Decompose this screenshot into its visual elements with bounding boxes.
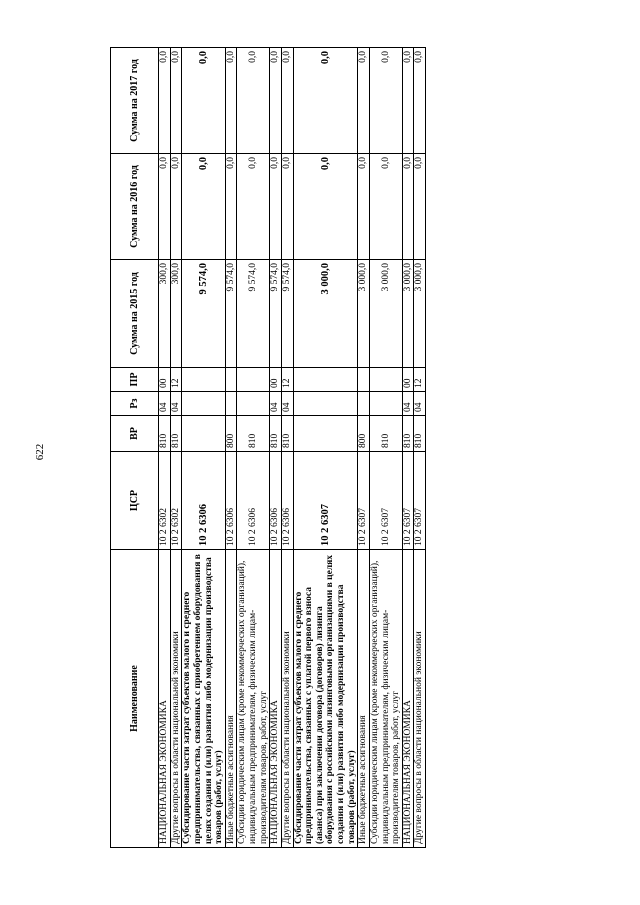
cell-sum-2016: 0,0: [293, 154, 358, 260]
cell-pr: [369, 368, 402, 392]
cell-pr: [237, 368, 270, 392]
cell-sum-2017: 0,0: [170, 48, 182, 154]
cell-csr: 10 2 6307: [402, 452, 414, 550]
cell-pr: 00: [270, 368, 282, 392]
table-row: [159, 48, 171, 848]
cell-name: НАЦИОНАЛЬНАЯ ЭКОНОМИКА: [270, 550, 282, 848]
cell-name: Иные бюджетные ассигнования: [358, 550, 370, 848]
cell-csr: 10 2 6302: [170, 452, 182, 550]
table-row: [270, 48, 282, 848]
cell-name: Другие вопросы в области национальной экономики: [414, 550, 426, 848]
cell-rz: 04: [402, 392, 414, 416]
cell-rz: 04: [281, 392, 293, 416]
cell-sum-2016: 0,0: [182, 154, 226, 260]
header-sum-2016: Сумма на 2016 год: [111, 154, 159, 260]
cell-pr: 12: [414, 368, 426, 392]
cell-sum-2017: 0,0: [182, 48, 226, 154]
cell-sum-2016: 0,0: [281, 154, 293, 260]
cell-sum-2015: 9 574,0: [281, 260, 293, 368]
cell-vr: [182, 416, 226, 452]
table-row: [293, 48, 358, 848]
table-row: [402, 48, 414, 848]
cell-sum-2015: 3 000,0: [369, 260, 402, 368]
cell-rz: [225, 392, 237, 416]
cell-sum-2016: 0,0: [225, 154, 237, 260]
cell-sum-2016: 0,0: [159, 154, 171, 260]
cell-vr: [293, 416, 358, 452]
cell-csr: 10 2 6306: [270, 452, 282, 550]
cell-csr: 10 2 6307: [358, 452, 370, 550]
cell-sum-2017: 0,0: [159, 48, 171, 154]
cell-sum-2017: 0,0: [281, 48, 293, 154]
cell-rz: 04: [414, 392, 426, 416]
cell-name: Субсидирование части затрат субъектов малого и среднего предпринимательства, связанных с уплатой первого взноса (аванса) при заключении договора (договоров) лизинга оборудования с российскими лизинговыми организациями в целях создания и (или) развития либо модернизации производства товаров (работ, услуг): [293, 550, 358, 848]
page-number: 622: [34, 443, 46, 461]
table-header-row: [111, 48, 159, 848]
cell-sum-2017: 0,0: [225, 48, 237, 154]
cell-pr: [182, 368, 226, 392]
cell-rz: [358, 392, 370, 416]
header-csr: ЦСР: [111, 452, 159, 550]
cell-vr: 810: [414, 416, 426, 452]
cell-csr: 10 2 6307: [369, 452, 402, 550]
header-name: Наименование: [111, 550, 159, 848]
cell-csr: 10 2 6306: [225, 452, 237, 550]
cell-sum-2016: 0,0: [402, 154, 414, 260]
cell-sum-2015: 9 574,0: [270, 260, 282, 368]
cell-rz: [293, 392, 358, 416]
cell-csr: 10 2 6307: [414, 452, 426, 550]
table-row: [281, 48, 293, 848]
cell-csr: 10 2 6302: [159, 452, 171, 550]
cell-sum-2017: 0,0: [358, 48, 370, 154]
cell-name: Субсидирование части затрат субъектов малого и среднего предпринимательства, связанных с приобретением оборудования в целях создания и (или) развития либо модернизации производства товаров (работ, услуг): [182, 550, 226, 848]
table-body: [159, 48, 426, 848]
table-row: [237, 48, 270, 848]
cell-sum-2017: 0,0: [270, 48, 282, 154]
cell-vr: 810: [159, 416, 171, 452]
table-row: [414, 48, 426, 848]
cell-name: Другие вопросы в области национальной экономики: [170, 550, 182, 848]
cell-sum-2016: 0,0: [358, 154, 370, 260]
cell-pr: 00: [159, 368, 171, 392]
cell-rz: [369, 392, 402, 416]
cell-vr: 810: [369, 416, 402, 452]
cell-vr: 810: [170, 416, 182, 452]
cell-name: Другие вопросы в области национальной экономики: [281, 550, 293, 848]
cell-vr: 810: [237, 416, 270, 452]
cell-vr: 810: [281, 416, 293, 452]
cell-sum-2017: 0,0: [402, 48, 414, 154]
cell-sum-2016: 0,0: [237, 154, 270, 260]
cell-vr: 800: [358, 416, 370, 452]
rotated-page-content: [110, 48, 530, 848]
cell-sum-2015: 9 574,0: [182, 260, 226, 368]
header-sum-2015: Сумма на 2015 год: [111, 260, 159, 368]
cell-csr: 10 2 6306: [182, 452, 226, 550]
cell-rz: [237, 392, 270, 416]
table-row: [182, 48, 226, 848]
table-row: [170, 48, 182, 848]
cell-sum-2017: 0,0: [237, 48, 270, 154]
cell-pr: [225, 368, 237, 392]
header-vr: ВР: [111, 416, 159, 452]
header-rz: Рз: [111, 392, 159, 416]
cell-rz: 04: [270, 392, 282, 416]
header-pr: ПР: [111, 368, 159, 392]
cell-sum-2016: 0,0: [170, 154, 182, 260]
cell-vr: 800: [225, 416, 237, 452]
cell-sum-2017: 0,0: [414, 48, 426, 154]
cell-rz: [182, 392, 226, 416]
cell-csr: 10 2 6307: [293, 452, 358, 550]
cell-sum-2015: 300,0: [159, 260, 171, 368]
cell-sum-2015: 3 000,0: [358, 260, 370, 368]
cell-sum-2015: 9 574,0: [237, 260, 270, 368]
cell-name: Субсидии юридическим лицам (кроме некоммерческих организаций), индивидуальным предпринимателям, физическим лицам-производителям товаров, работ, услуг: [369, 550, 402, 848]
cell-sum-2015: 3 000,0: [293, 260, 358, 368]
table-row: [358, 48, 370, 848]
cell-pr: 00: [402, 368, 414, 392]
cell-sum-2016: 0,0: [369, 154, 402, 260]
cell-sum-2017: 0,0: [369, 48, 402, 154]
budget-table: [110, 47, 426, 848]
header-sum-2017: Сумма на 2017 год: [111, 48, 159, 154]
cell-csr: 10 2 6306: [281, 452, 293, 550]
cell-sum-2015: 300,0: [170, 260, 182, 368]
cell-name: НАЦИОНАЛЬНАЯ ЭКОНОМИКА: [159, 550, 171, 848]
table-row: [369, 48, 402, 848]
cell-sum-2016: 0,0: [270, 154, 282, 260]
cell-pr: [293, 368, 358, 392]
cell-sum-2015: 3 000,0: [414, 260, 426, 368]
cell-sum-2015: 3 000,0: [402, 260, 414, 368]
cell-name: Иные бюджетные ассигнования: [225, 550, 237, 848]
cell-name: Субсидии юридическим лицам (кроме некоммерческих организаций), индивидуальным предпринимателям, физическим лицам-производителям товаров, работ, услуг: [237, 550, 270, 848]
cell-rz: 04: [170, 392, 182, 416]
cell-sum-2015: 9 574,0: [225, 260, 237, 368]
cell-pr: 12: [281, 368, 293, 392]
cell-rz: 04: [159, 392, 171, 416]
table-row: [225, 48, 237, 848]
cell-pr: 12: [170, 368, 182, 392]
cell-sum-2016: 0,0: [414, 154, 426, 260]
cell-csr: 10 2 6306: [237, 452, 270, 550]
cell-name: НАЦИОНАЛЬНАЯ ЭКОНОМИКА: [402, 550, 414, 848]
cell-vr: 810: [270, 416, 282, 452]
cell-sum-2017: 0,0: [293, 48, 358, 154]
cell-pr: [358, 368, 370, 392]
cell-vr: 810: [402, 416, 414, 452]
